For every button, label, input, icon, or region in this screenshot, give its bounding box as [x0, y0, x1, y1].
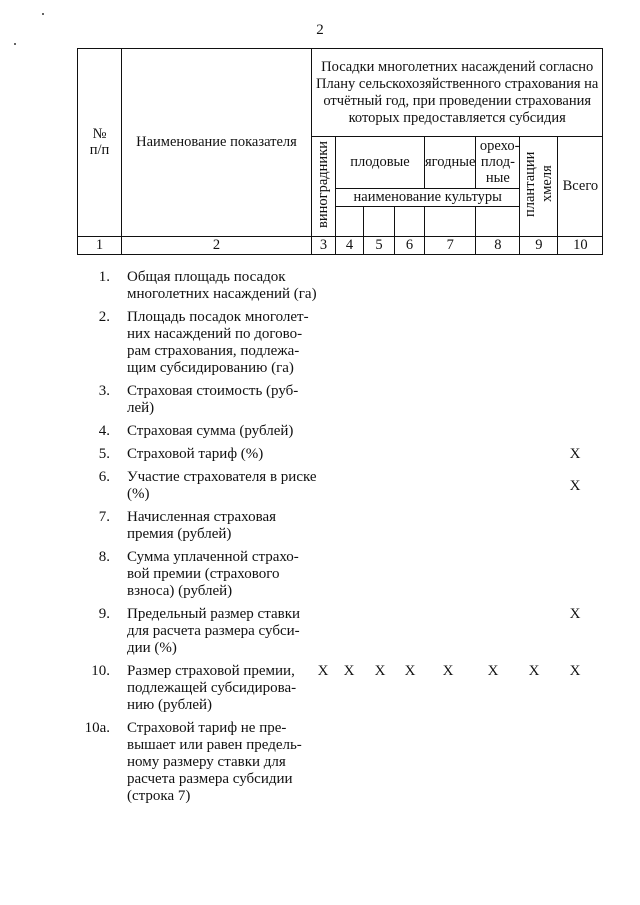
column-number: 6 [395, 237, 425, 255]
row-number: 4. [98, 423, 110, 439]
header-nut-label: орехо-плод-ные [479, 138, 520, 186]
x-mark-col4: X [343, 663, 355, 679]
row-number: 8. [98, 549, 110, 565]
row-number: 1. [98, 269, 110, 285]
row-number: 10. [91, 663, 110, 679]
row-name: Страховая стоимость (руб-лей) [127, 383, 299, 416]
header-nut-cell [476, 137, 520, 189]
header-group-title: Посадки многолетних насаждений согласно Плану сельскохозяйственного страхования на отчётный год, при проведении страхования которых предоставляется субсидия [316, 58, 599, 126]
header-blank-cell [425, 207, 476, 237]
column-number: 1 [78, 237, 122, 255]
header-blank-cell [364, 207, 395, 237]
header-vineyards-cell [312, 137, 336, 237]
x-mark-total: X [569, 663, 581, 679]
indicator-row [77, 469, 597, 503]
x-mark-total: X [569, 446, 581, 462]
header-blank-cell [476, 207, 520, 237]
header-total-cell [558, 137, 603, 237]
column-number: 7 [425, 237, 476, 255]
x-mark-col5: X [374, 663, 386, 679]
row-number: 9. [98, 606, 110, 622]
column-number-row [78, 237, 603, 255]
header-vineyards-label: виноградники [315, 140, 331, 228]
scan-speck [14, 43, 16, 45]
header-number-cell [78, 49, 122, 237]
header-hops-cell [520, 137, 558, 237]
indicator-row [77, 663, 597, 714]
header-berry-cell [425, 137, 476, 189]
indicator-row [77, 309, 597, 377]
row-number: 5. [98, 446, 110, 462]
header-total-label: Всего [562, 178, 599, 194]
column-number: 9 [520, 237, 558, 255]
indicator-row [77, 509, 597, 543]
page-number: 2 [316, 22, 324, 38]
row-number: 2. [98, 309, 110, 325]
column-number: 10 [558, 237, 603, 255]
column-number: 2 [122, 237, 312, 255]
header-berry-label: ягодные [425, 154, 476, 170]
row-name: Размер страховой премии, подлежащей субсидирова-нию (рублей) [127, 663, 297, 713]
row-name: Участие страхователя в риске (%) [127, 469, 317, 502]
indicator-row [77, 549, 597, 600]
scan-speck [42, 13, 44, 15]
x-mark-col6: X [404, 663, 416, 679]
row-name: Площадь посадок многолет-них насаждений по догово-рам страхования, подлежа-щим субсидированию (га) [127, 309, 309, 376]
x-mark-col7: X [442, 663, 454, 679]
indicator-row [77, 423, 597, 440]
header-blank-cell [395, 207, 425, 237]
header-number-label: № п/п [89, 126, 110, 158]
header-crop-name-label: наименование культуры [353, 189, 502, 205]
row-number: 6. [98, 469, 110, 485]
row-name: Страховой тариф не пре-вышает или равен предель-ному размеру ставки для расчета размера субсидии (строка 7) [127, 720, 302, 804]
row-number: 3. [98, 383, 110, 399]
row-name: Страховой тариф (%) [127, 446, 264, 462]
column-number: 3 [312, 237, 336, 255]
indicator-row [77, 720, 597, 805]
row-number: 7. [98, 509, 110, 525]
indicator-table-header [77, 48, 603, 255]
column-number: 8 [476, 237, 520, 255]
header-fruit-label: плодовые [350, 154, 410, 170]
header-name-cell [122, 49, 312, 237]
x-mark-hops: X [528, 663, 540, 679]
x-mark-col8: X [487, 663, 499, 679]
header-fruit-cell [336, 137, 425, 189]
column-number: 4 [336, 237, 364, 255]
row-number: 10а. [84, 720, 110, 736]
row-name: Страховая сумма (рублей) [127, 423, 294, 439]
x-mark-total: X [569, 478, 581, 494]
indicator-row [77, 383, 597, 417]
row-name: Общая площадь посадок многолетних насаждений (га) [127, 269, 317, 302]
x-mark-vineyards: X [317, 663, 329, 679]
row-name: Сумма уплаченной страхо-вой премии (страхового взноса) (рублей) [127, 549, 299, 599]
row-name: Начисленная страховая премия (рублей) [127, 509, 277, 542]
header-name-label: Наименование показателя [136, 134, 297, 150]
row-name: Предельный размер ставки для расчета размера субси-дии (%) [127, 606, 301, 656]
indicator-rows [77, 269, 597, 811]
header-plantings-group [312, 49, 603, 137]
indicator-row [77, 606, 597, 657]
indicator-row [77, 269, 597, 303]
header-crop-name-cell [336, 189, 520, 207]
indicator-row [77, 446, 597, 463]
x-mark-total: X [569, 606, 581, 622]
header-blank-cell [336, 207, 364, 237]
header-hops-label: плантации хмеля [521, 151, 555, 217]
column-number: 5 [364, 237, 395, 255]
